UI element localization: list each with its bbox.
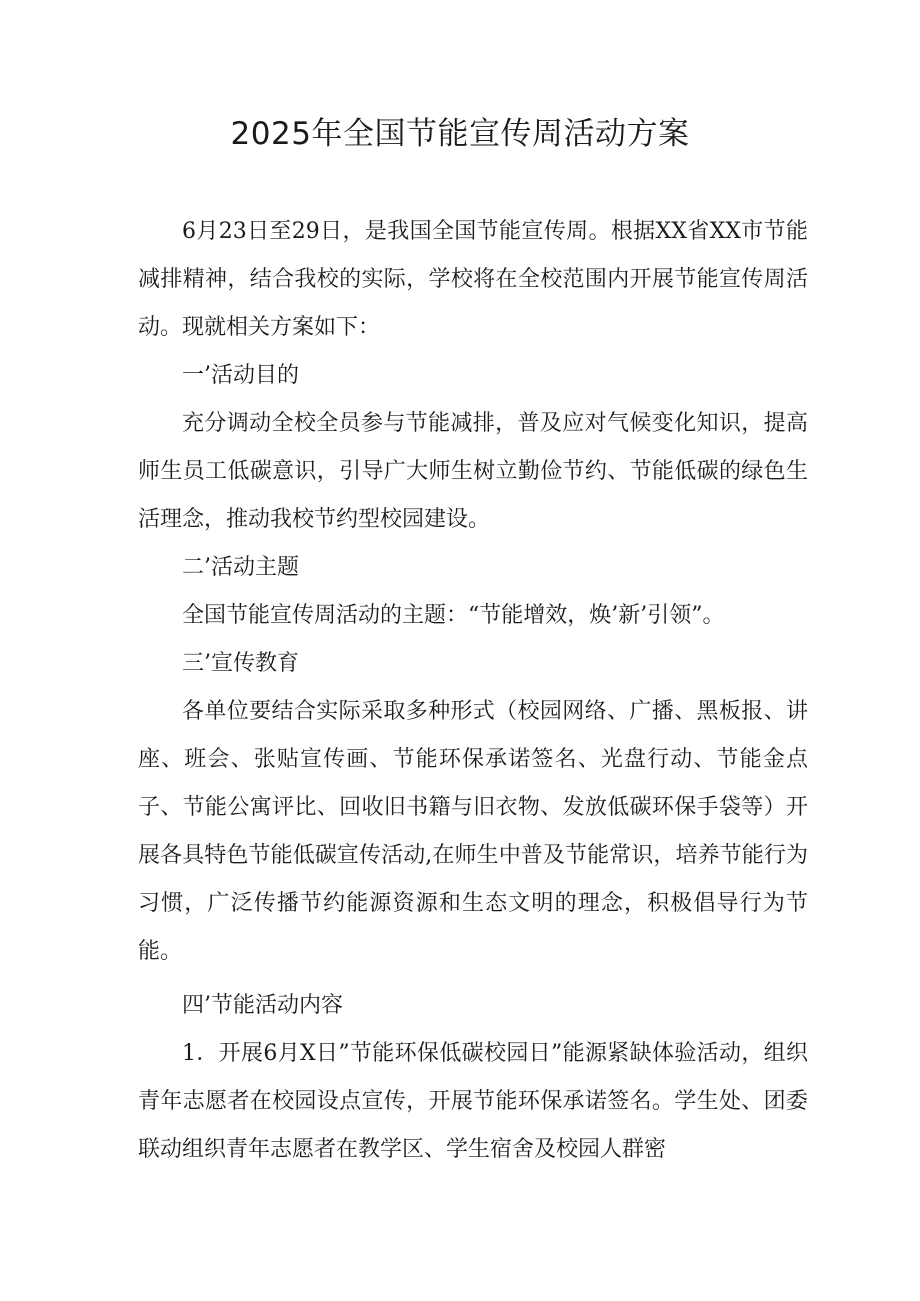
section-heading-theme: 二’活动主题 (182, 555, 299, 580)
document-body (138, 208, 808, 1174)
purpose-paragraph: 充分调动全校全员参与节能减排，普及应对气候变化知识，提高师生员工低碳意识，引导广大师生树立勤俭节约、节能低碳的绿色生活理念，推动我校节约型校园建设。 (138, 411, 808, 532)
section-heading-purpose: 一’活动目的 (182, 363, 299, 388)
section-heading-publicity: 三’宣传教育 (182, 651, 299, 676)
activity-item-1: 1．开展6月X日”节能环保低碳校园日”能源紧缺体验活动，组织青年志愿者在校园设点宣传，开展节能环保承诺签名。学生处、团委联动组织青年志愿者在教学区、学生宿舍及校园人群密 (138, 1041, 808, 1162)
theme-paragraph: 全国节能宣传周活动的主题：“节能增效，焕’新’引领”。 (182, 603, 725, 628)
publicity-paragraph: 各单位要结合实际采取多种形式（校园网络、广播、黑板报、讲座、班会、张贴宣传画、节能环保承诺签名、光盘行动、节能金点子、节能公寓评比、回收旧书籍与旧衣物、发放低碳环保手袋等）开展各具特色节能低碳宣传活动,在师生中普及节能常识，培养节能行为习惯，广泛传播节约能源资源和生态文明的理念，积极倡导行为节能。 (138, 699, 808, 964)
section-heading-activities: 四’节能活动内容 (182, 993, 343, 1018)
document-title: 2025年全国节能宣传周活动方案 (230, 116, 690, 152)
intro-paragraph: 6月23日至29日，是我国全国节能宣传周。根据XX省XX市节能减排精神，结合我校的实际，学校将在全校范围内开展节能宣传周活动。现就相关方案如下： (138, 219, 808, 340)
